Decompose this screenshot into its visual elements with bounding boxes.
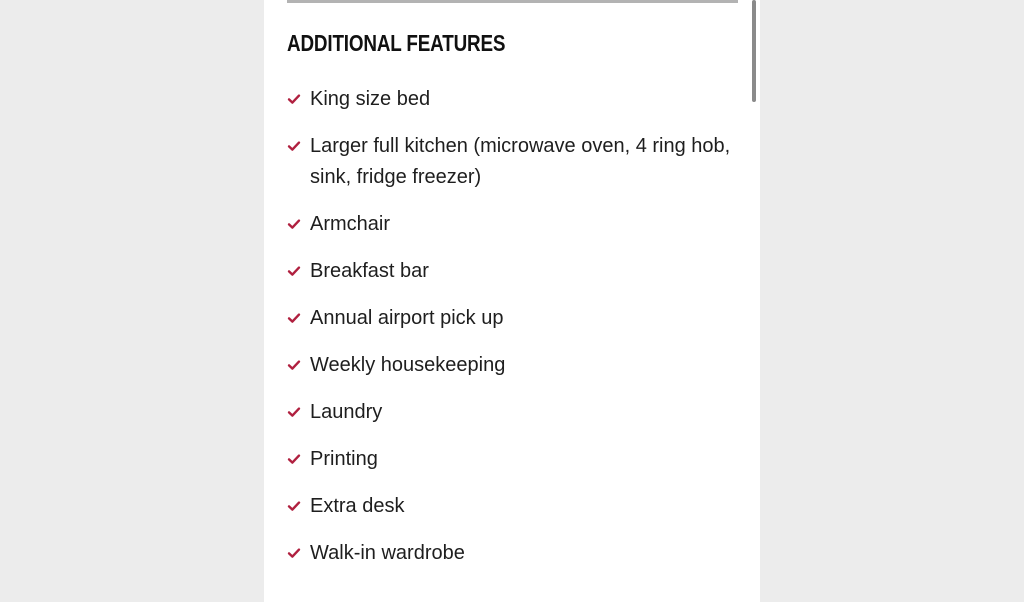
list-item: [287, 397, 739, 428]
feature-label: Armchair: [310, 213, 391, 235]
checkmark-icon: [287, 217, 301, 231]
checkmark-icon: [287, 499, 301, 513]
feature-label: Annual airport pick up: [310, 307, 504, 329]
feature-label: Weekly housekeeping: [310, 354, 506, 376]
section-divider: [287, 0, 738, 3]
checkmark-icon: [287, 264, 301, 278]
checkmark-icon: [287, 452, 301, 466]
section-title: ADDITIONAL FEATURES: [287, 30, 506, 56]
list-item: [287, 350, 739, 381]
list-item: [287, 256, 739, 287]
list-item: [287, 444, 739, 475]
checkmark-icon: [287, 139, 301, 153]
checkmark-icon: [287, 92, 301, 106]
list-item: [287, 131, 739, 193]
checkmark-icon: [287, 311, 301, 325]
checkmark-icon: [287, 405, 301, 419]
feature-label: Extra desk: [310, 495, 405, 517]
checkmark-icon: [287, 358, 301, 372]
checkmark-icon: [287, 546, 301, 560]
feature-label: Laundry: [310, 401, 383, 423]
list-item: [287, 84, 739, 115]
feature-label: Larger full kitchen (microwave oven, 4 ring hob, sink, fridge freezer): [310, 135, 731, 188]
scrollbar-thumb[interactable]: [752, 0, 756, 102]
list-item: [287, 491, 739, 522]
scrollbar[interactable]: [752, 0, 756, 602]
feature-label: Walk-in wardrobe: [310, 542, 465, 564]
content-panel: [264, 0, 760, 602]
list-item: [287, 538, 739, 569]
list-item: [287, 303, 739, 334]
feature-label: King size bed: [310, 88, 431, 110]
list-item: [287, 209, 739, 240]
feature-list: [287, 84, 739, 585]
feature-label: Breakfast bar: [310, 260, 429, 282]
feature-label: Printing: [310, 448, 378, 470]
